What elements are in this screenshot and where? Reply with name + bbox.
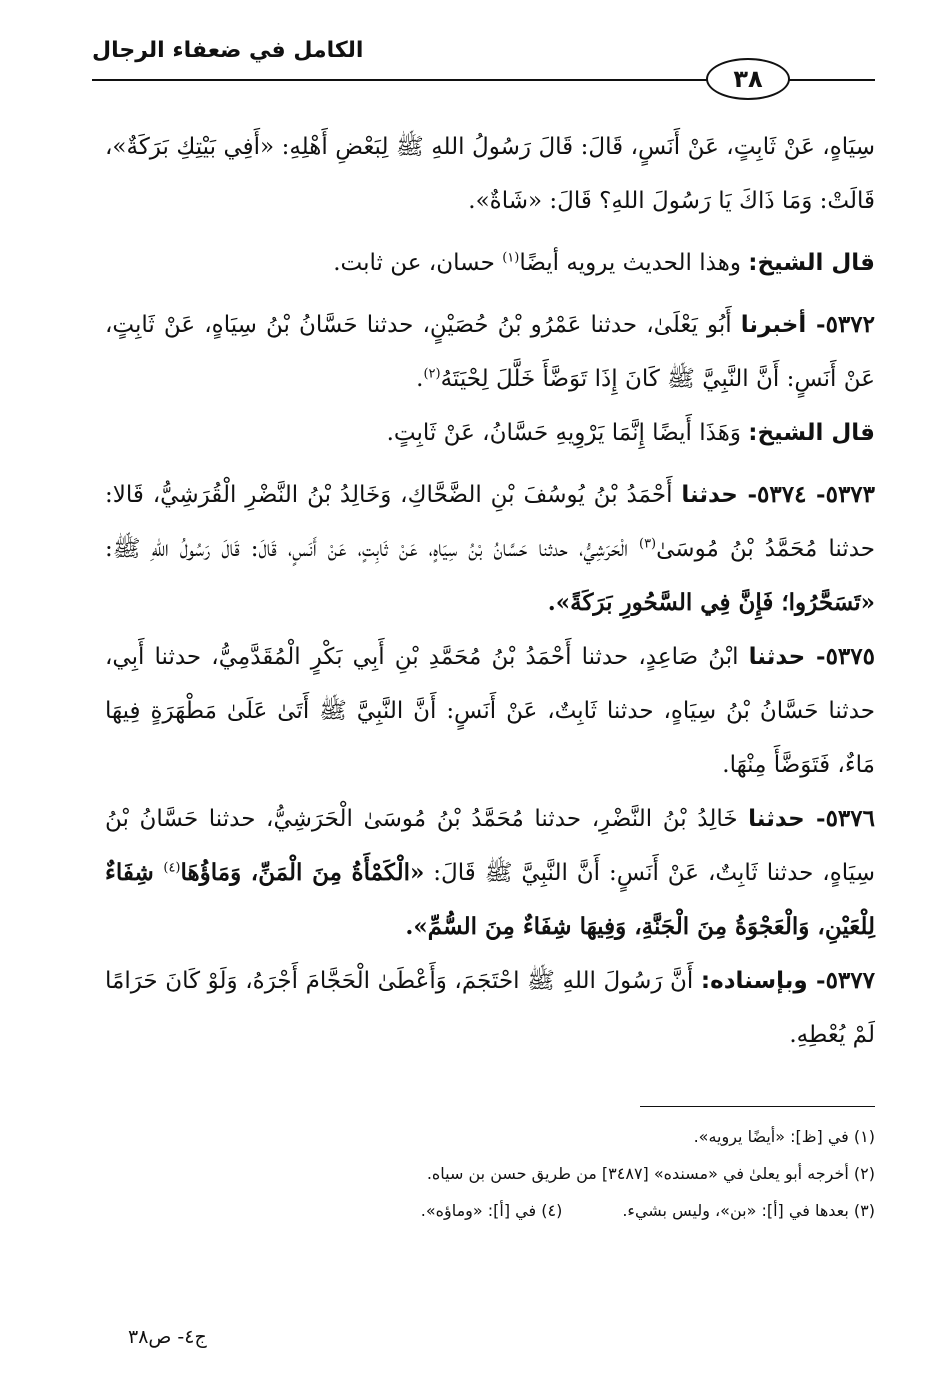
- hadith-5375: [105, 630, 875, 792]
- footnote-3: (٣) بعدها في [أ]: «بن»، وليس بشيء.: [622, 1201, 875, 1220]
- paragraph-text: .: [416, 366, 424, 392]
- narration-label: أخبرنا: [740, 312, 807, 338]
- page-number-badge: [706, 58, 790, 100]
- footnote-4: (٤) في [أ]: «وماؤه».: [420, 1201, 563, 1220]
- paragraph-text: وهذا الحديث يرويه أيضًا: [519, 250, 749, 276]
- hadith-number: ٥٣٧٣- ٥٣٧٤-: [737, 481, 876, 508]
- paragraph-text: سِيَاهٍ، عَنْ ثَابِتٍ، عَنْ أَنَسٍ، قَالَ: قَالَ رَسُولُ اللهِ ﷺ لِبَعْضِ أَهْلِهِ: «أَفِي بَيْتِكِ بَرَكَةٌ»، قَالَتْ: وَمَا ذَاكَ يَا رَسُولَ اللهِ؟ قَالَ: «شَاةٌ».: [105, 134, 875, 214]
- footnote-ref-3: (٣): [638, 536, 657, 552]
- narration-label: وبإسناده:: [700, 968, 808, 994]
- footnote-ref-1: (١): [502, 250, 520, 266]
- footnote-row: [105, 1192, 875, 1229]
- narration-label: حدثنا: [748, 644, 806, 670]
- main-text: [105, 120, 875, 1062]
- footnote-rule: [640, 1106, 875, 1107]
- paragraph-text: أَحْمَدُ بْنُ يُوسُفَ بْنِ الضَّحَّاكِ، وَخَالِدُ بْنُ النَّضْرِ الْقُرَشِيُّ، قَالا: حدثنا مُحَمَّدُ بْنُ مُوسَىٰ: [105, 482, 875, 562]
- hadith-number: ٥٣٧٢-: [806, 311, 875, 338]
- prophetic-quote: شِفَاءٌ لِلْعَيْنِ، وَالْعَجْوَةُ مِنَ الْجَنَّةِ، وَفِيهَا شِفَاءٌ مِنَ السُّمِّ».: [105, 859, 875, 940]
- paragraph-continuation: [105, 120, 875, 228]
- hadith-5377: [105, 954, 875, 1062]
- footnote-ref-2: (٢): [423, 366, 441, 382]
- footnote-2: (٢) أخرجه أبو يعلىٰ في «مسنده» [٣٤٨٧] من طريق حسن بن سياه.: [426, 1164, 875, 1183]
- running-header-title: الكامل في ضعفاء الرجال: [92, 38, 364, 63]
- paragraph-text: أَبُو يَعْلَىٰ، حدثنا عَمْرُو بْنُ حُصَيْنٍ، حدثنا حَسَّانُ بْنُ سِيَاهٍ، عَنْ ثَابِتٍ، عَنْ أَنَسٍ: أَنَّ النَّبِيَّ ﷺ كَانَ إِذَا تَوَضَّأَ خَلَّلَ لِحْيَتَهُ: [105, 312, 875, 392]
- prophetic-quote: «الْكَمْأَةُ مِنَ الْمَنِّ، وَمَاؤُهَا: [180, 859, 425, 886]
- footnote-1: (١) في [ظ]: «أيضًا يرويه».: [693, 1127, 875, 1146]
- hadith-number: ٥٣٧٦-: [804, 805, 875, 832]
- paragraph-text: حسان، عن ثابت.: [333, 250, 503, 276]
- sheikh-label: قال الشيخ:: [748, 250, 875, 276]
- hadith-5373-5374: [105, 468, 875, 630]
- paragraph-text: الْحَرَشِيُّ، حدثنا حَسَّانُ بْنُ سِيَاهٍ، عَنْ ثَابِتٍ، عَنْ أَنَسٍ، قَالَ: قَالَ رَسُولُ اللهِ ﷺ:: [105, 536, 639, 562]
- narration-label: حدثنا: [748, 806, 805, 832]
- paragraph-text: ابْنُ صَاعِدٍ، حدثنا أَحْمَدُ بْنُ مُحَمَّدِ بْنِ أَبِي بَكْرٍ الْمُقَدَّمِيُّ، حدثنا أَبِي، حدثنا حَسَّانُ بْنُ سِيَاهٍ، حدثنا ثَابِتٌ، عَنْ أَنَسٍ: أَنَّ النَّبِيَّ ﷺ أَتَىٰ عَلَىٰ مَطْهَرَةٍ فِيهَا مَاءٌ، فَتَوَضَّأَ مِنْهَا.: [105, 644, 875, 778]
- paragraph-text: أَنَّ رَسُولَ اللهِ ﷺ احْتَجَمَ، وَأَعْطَىٰ الْحَجَّامَ أَجْرَهُ، وَلَوْ كَانَ حَرَامًا لَمْ يُعْطِهِ.: [105, 968, 875, 1048]
- sheikh-label: قال الشيخ:: [748, 420, 875, 446]
- hadith-number: ٥٣٧٥-: [805, 643, 875, 670]
- hadith-5376: [105, 792, 875, 954]
- footnotes: [105, 1118, 875, 1229]
- footnote-ref-4: (٤): [163, 860, 181, 876]
- volume-page-reference: ج٤- ص٣٨: [128, 1326, 207, 1348]
- prophetic-quote: «تَسَحَّرُوا؛ فَإِنَّ فِي السَّحُورِ بَرَكَةً».: [547, 589, 875, 616]
- hadith-5372: [105, 298, 875, 406]
- page-number: ٣٨: [733, 65, 763, 93]
- paragraph-sheikh-note-2: [105, 406, 875, 460]
- hadith-number: ٥٣٧٧-: [807, 967, 875, 994]
- paragraph-sheikh-note-1: [105, 236, 875, 290]
- paragraph-text: وَهَذَا أَيضًا إِنَّمَا يَرْوِيهِ حَسَّانُ، عَنْ ثَابِتٍ.: [386, 420, 749, 446]
- paragraph-text: خَالِدُ بْنُ النَّضْرِ، حدثنا مُحَمَّدُ بْنُ مُوسَىٰ الْحَرَشِيُّ، حدثنا حَسَّانُ بْنُ سِيَاهٍ، حدثنا ثَابِتٌ، عَنْ أَنَسٍ: أَنَّ النَّبِيَّ ﷺ قَالَ:: [105, 806, 875, 886]
- narration-label: حدثنا: [681, 482, 738, 508]
